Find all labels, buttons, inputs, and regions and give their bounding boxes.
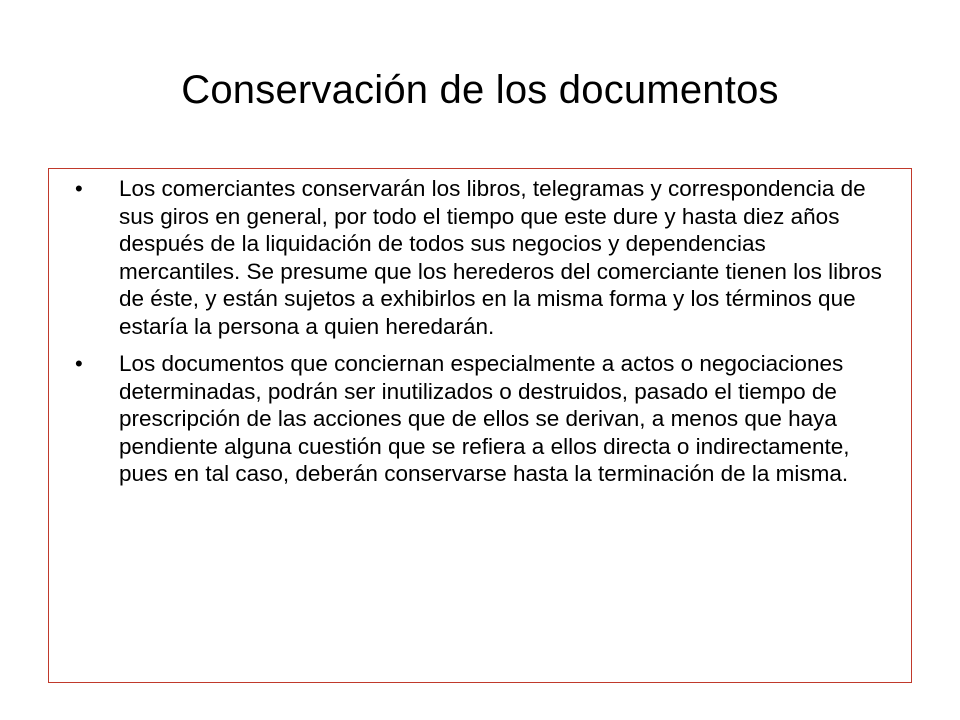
bullet-dot-icon: • xyxy=(75,176,83,201)
bullet-text-2: Los documentos que conciernan especialmente a actos o negociaciones determinadas, podrán ser inutilizados o destruidos, pasado el tiempo de prescripción de las acciones que de ellos se derivan, a menos que haya pendiente alguna cuestión que se refiera a ellos directa o indirectamente, pues en tal caso, deberán conservarse hasta la terminación de la misma. xyxy=(119,351,850,486)
content-box xyxy=(48,168,912,683)
bullet-dot-icon: • xyxy=(75,351,83,376)
slide-title: Conservación de los documentos xyxy=(181,68,779,112)
bullet-item-2 xyxy=(75,350,883,488)
bullet-text-1: Los comerciantes conservarán los libros, telegramas y correspondencia de sus giros en general, por todo el tiempo que este dure y hasta diez años después de la liquidación de todos sus negocios y dependencias mercantiles. Se presume que los herederos del comerciante tienen los libros de éste, y están sujetos a exhibirlos en la misma forma y los términos que estaría la persona a quien heredarán. xyxy=(119,176,882,339)
bullet-item-1 xyxy=(75,175,883,340)
bullet-list xyxy=(75,175,883,498)
